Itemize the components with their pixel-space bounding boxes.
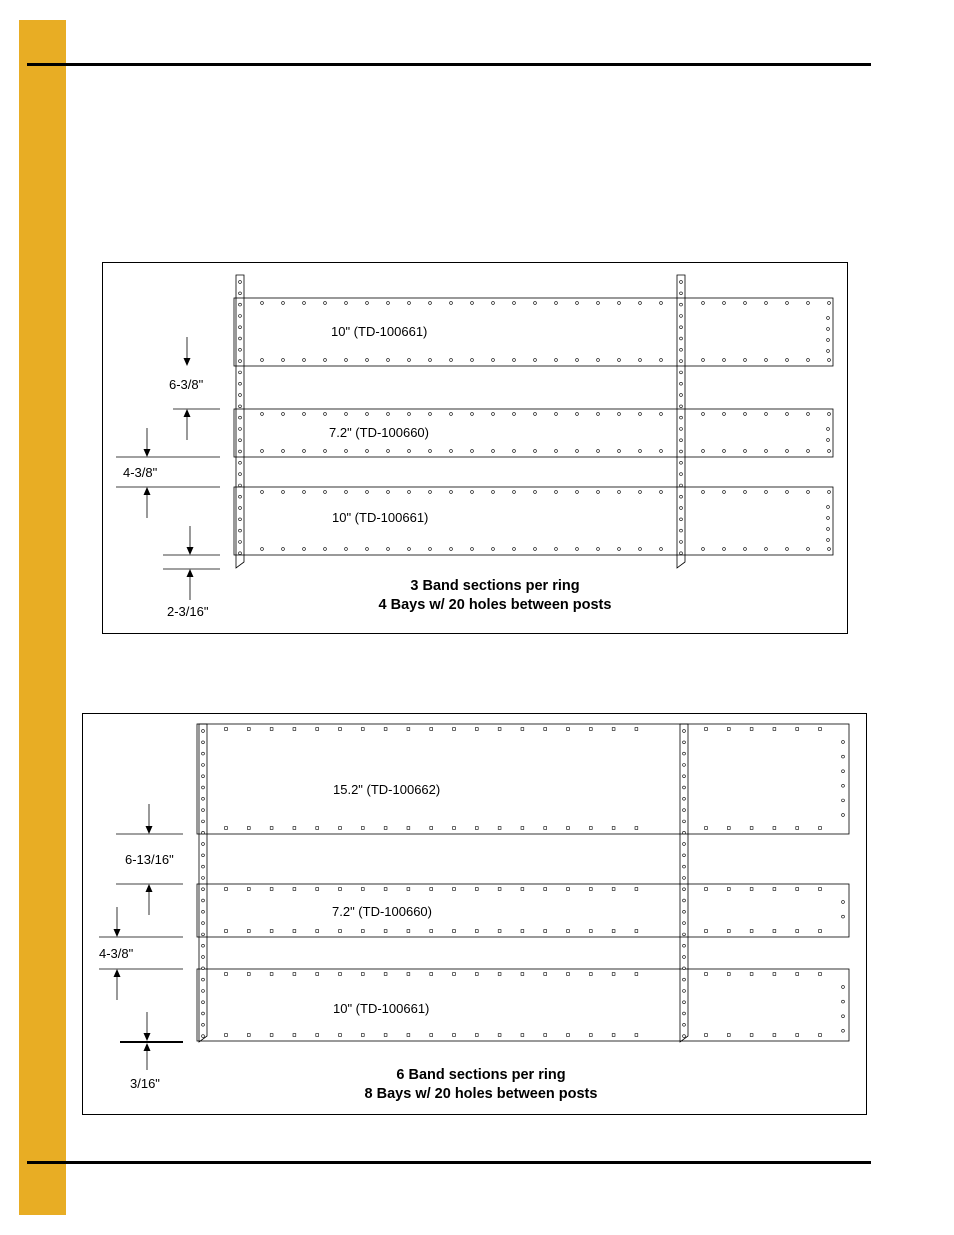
- diagram-2-caption-line-2: 8 Bays w/ 20 holes between posts: [364, 1086, 598, 1102]
- diagram-1-dimension-2: 4-3/8": [123, 465, 158, 480]
- diagram-2-band-label-1: 15.2" (TD-100662): [333, 782, 441, 797]
- diagram-2-frame: [82, 713, 867, 1115]
- diagram-2-band-label-3: 10" (TD-100661): [333, 1001, 430, 1016]
- diagram-1-band-label-3: 10" (TD-100661): [332, 510, 429, 525]
- top-rule: [27, 63, 871, 66]
- diagram-1-band-label-2: 7.2" (TD-100660): [329, 425, 429, 440]
- diagram-1-caption-line-1: 3 Band sections per ring: [410, 578, 580, 594]
- diagram-1-dimension-1: 6-3/8": [169, 377, 204, 392]
- side-tab: [19, 20, 66, 1215]
- diagram-2-band-label-2: 7.2" (TD-100660): [332, 904, 432, 919]
- diagram-2-caption-line-1: 6 Band sections per ring: [396, 1067, 566, 1083]
- diagram-2-dimension-1: 6-13/16": [125, 852, 174, 867]
- diagram-1-dimension-3: 2-3/16": [167, 604, 209, 619]
- diagram-2-dimension-2: 4-3/8": [99, 946, 134, 961]
- bottom-rule: [27, 1161, 871, 1164]
- diagram-1-caption-line-2: 4 Bays w/ 20 holes between posts: [378, 597, 612, 613]
- diagram-2-dimension-3: 3/16": [130, 1076, 160, 1091]
- diagram-1-band-label-1: 10" (TD-100661): [331, 324, 428, 339]
